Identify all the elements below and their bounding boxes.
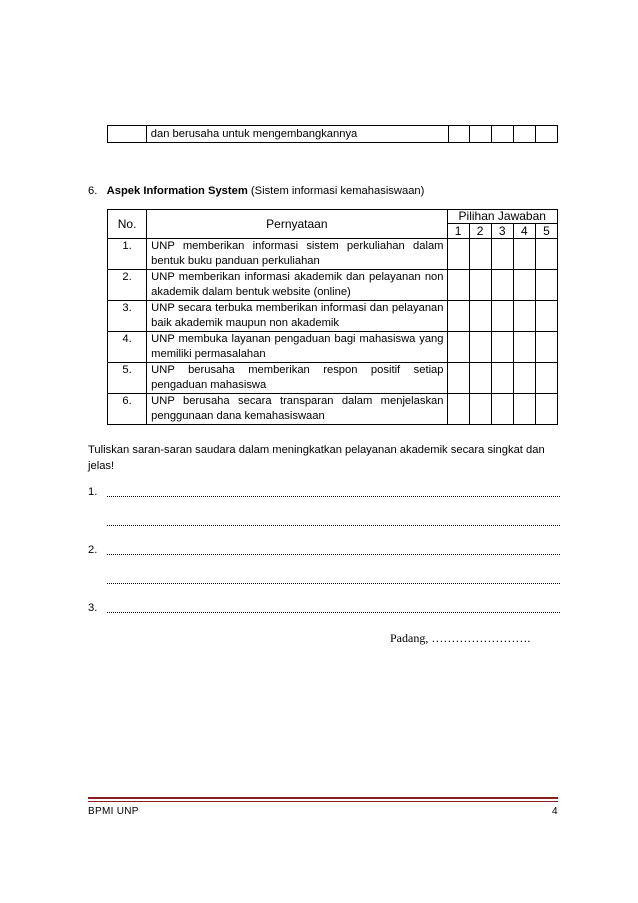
- answer-cell-5[interactable]: [535, 270, 557, 301]
- answer-cell-1[interactable]: [447, 363, 469, 394]
- answer-cell-2[interactable]: [469, 394, 491, 425]
- answer-cell-3[interactable]: [491, 301, 513, 332]
- section-title: Aspek Information System: [106, 185, 248, 197]
- header-statement: [147, 210, 447, 239]
- answer-cell-5[interactable]: [535, 332, 557, 363]
- page-number: 4: [552, 806, 558, 817]
- prev-choice-cell[interactable]: [536, 126, 558, 143]
- questionnaire-table: [107, 209, 558, 425]
- answer-cell-2[interactable]: [469, 301, 491, 332]
- prev-statement-cell: [146, 126, 448, 143]
- dotted-answer-line[interactable]: [107, 554, 560, 555]
- answer-line-number: 1.: [88, 486, 98, 498]
- answer-cell-1[interactable]: [447, 332, 469, 363]
- answer-cell-1[interactable]: [447, 301, 469, 332]
- suggestion-prompt: Tuliskan saran-saran saudara dalam meningkatkan pelayanan akademik secara singkat dan jelas!: [88, 444, 545, 472]
- previous-table-fragment: [107, 125, 558, 143]
- row-statement: UNP memberikan informasi akademik dan pelayanan non akademik dalam bentuk website (online): [147, 270, 447, 301]
- row-statement: UNP memberikan informasi sistem perkuliahan dalam bentuk buku panduan perkuliahan: [147, 239, 447, 270]
- row-number: 6.: [108, 394, 147, 425]
- dotted-answer-line[interactable]: [107, 583, 560, 584]
- answer-cell-2[interactable]: [469, 239, 491, 270]
- footer-rule-thin: [88, 801, 558, 802]
- answer-cell-5[interactable]: [535, 394, 557, 425]
- prev-choice-cell[interactable]: [492, 126, 514, 143]
- footer-left-text: BPMI UNP: [88, 806, 139, 817]
- section-heading: [88, 184, 424, 199]
- header-no-text: No.: [117, 217, 137, 231]
- answer-cell-4[interactable]: [513, 332, 535, 363]
- row-statement: UNP membuka layanan pengaduan bagi mahasiswa yang memiliki permasalahan: [147, 332, 447, 363]
- header-choice: [447, 210, 558, 224]
- answer-cell-3[interactable]: [491, 270, 513, 301]
- scale-cell-3: 3: [491, 224, 513, 239]
- section-subtitle: (Sistem informasi kemahasiswaan): [250, 185, 425, 197]
- row-statement: UNP berusaha secara transparan dalam menjelaskan penggunaan dana kemahasiswaan: [147, 394, 447, 425]
- row-number: 2.: [108, 270, 147, 301]
- scale-cell-4: 4: [513, 224, 535, 239]
- prev-choice-cell[interactable]: [514, 126, 536, 143]
- row-number: 5.: [108, 363, 147, 394]
- answer-cell-5[interactable]: [535, 363, 557, 394]
- header-choice-text: Pilihan Jawaban: [458, 209, 546, 223]
- answer-line-number: 3.: [88, 602, 98, 614]
- scale-cell-5: 5: [535, 224, 557, 239]
- dotted-answer-line[interactable]: [107, 525, 560, 526]
- answer-cell-3[interactable]: [491, 394, 513, 425]
- row-statement: UNP secara terbuka memberikan informasi dan pelayanan baik akademik maupun non akademik: [147, 301, 447, 332]
- prev-choice-cell[interactable]: [448, 126, 470, 143]
- answer-cell-3[interactable]: [491, 332, 513, 363]
- answer-cell-4[interactable]: [513, 301, 535, 332]
- table-row: [108, 270, 558, 301]
- prev-statement-text: dan berusaha untuk mengembangkannya: [150, 127, 358, 140]
- answer-cell-2[interactable]: [469, 363, 491, 394]
- dotted-answer-line[interactable]: [107, 612, 560, 613]
- answer-cell-1[interactable]: [447, 394, 469, 425]
- row-statement: UNP berusaha memberikan respon positif setiap pengaduan mahasiswa: [147, 363, 447, 394]
- prev-no-cell: [108, 126, 147, 143]
- table-row: [108, 301, 558, 332]
- table-row: [108, 394, 558, 425]
- prev-choice-cell[interactable]: [470, 126, 492, 143]
- row-number: 3.: [108, 301, 147, 332]
- row-number: 4.: [108, 332, 147, 363]
- section-number: 6.: [88, 185, 98, 197]
- answer-cell-2[interactable]: [469, 270, 491, 301]
- answer-cell-4[interactable]: [513, 363, 535, 394]
- header-statement-text: Pernyataan: [266, 217, 328, 231]
- answer-cell-4[interactable]: [513, 394, 535, 425]
- dotted-answer-line[interactable]: [107, 496, 560, 497]
- answer-cell-4[interactable]: [513, 239, 535, 270]
- scale-cell-1: 1: [447, 224, 469, 239]
- table-row: [108, 332, 558, 363]
- row-number: 1.: [108, 239, 147, 270]
- answer-cell-2[interactable]: [469, 332, 491, 363]
- scale-cell-2: 2: [469, 224, 491, 239]
- header-no: [108, 210, 147, 239]
- signature-place-date: Padang, …………………….: [390, 631, 531, 645]
- answer-cell-4[interactable]: [513, 270, 535, 301]
- answer-cell-3[interactable]: [491, 239, 513, 270]
- table-row: [108, 363, 558, 394]
- answer-cell-5[interactable]: [535, 239, 557, 270]
- answer-cell-1[interactable]: [447, 270, 469, 301]
- answer-cell-3[interactable]: [491, 363, 513, 394]
- answer-line-number: 2.: [88, 544, 98, 556]
- footer-rule-thick: [88, 797, 558, 799]
- answer-cell-5[interactable]: [535, 301, 557, 332]
- table-row: [108, 239, 558, 270]
- answer-cell-1[interactable]: [447, 239, 469, 270]
